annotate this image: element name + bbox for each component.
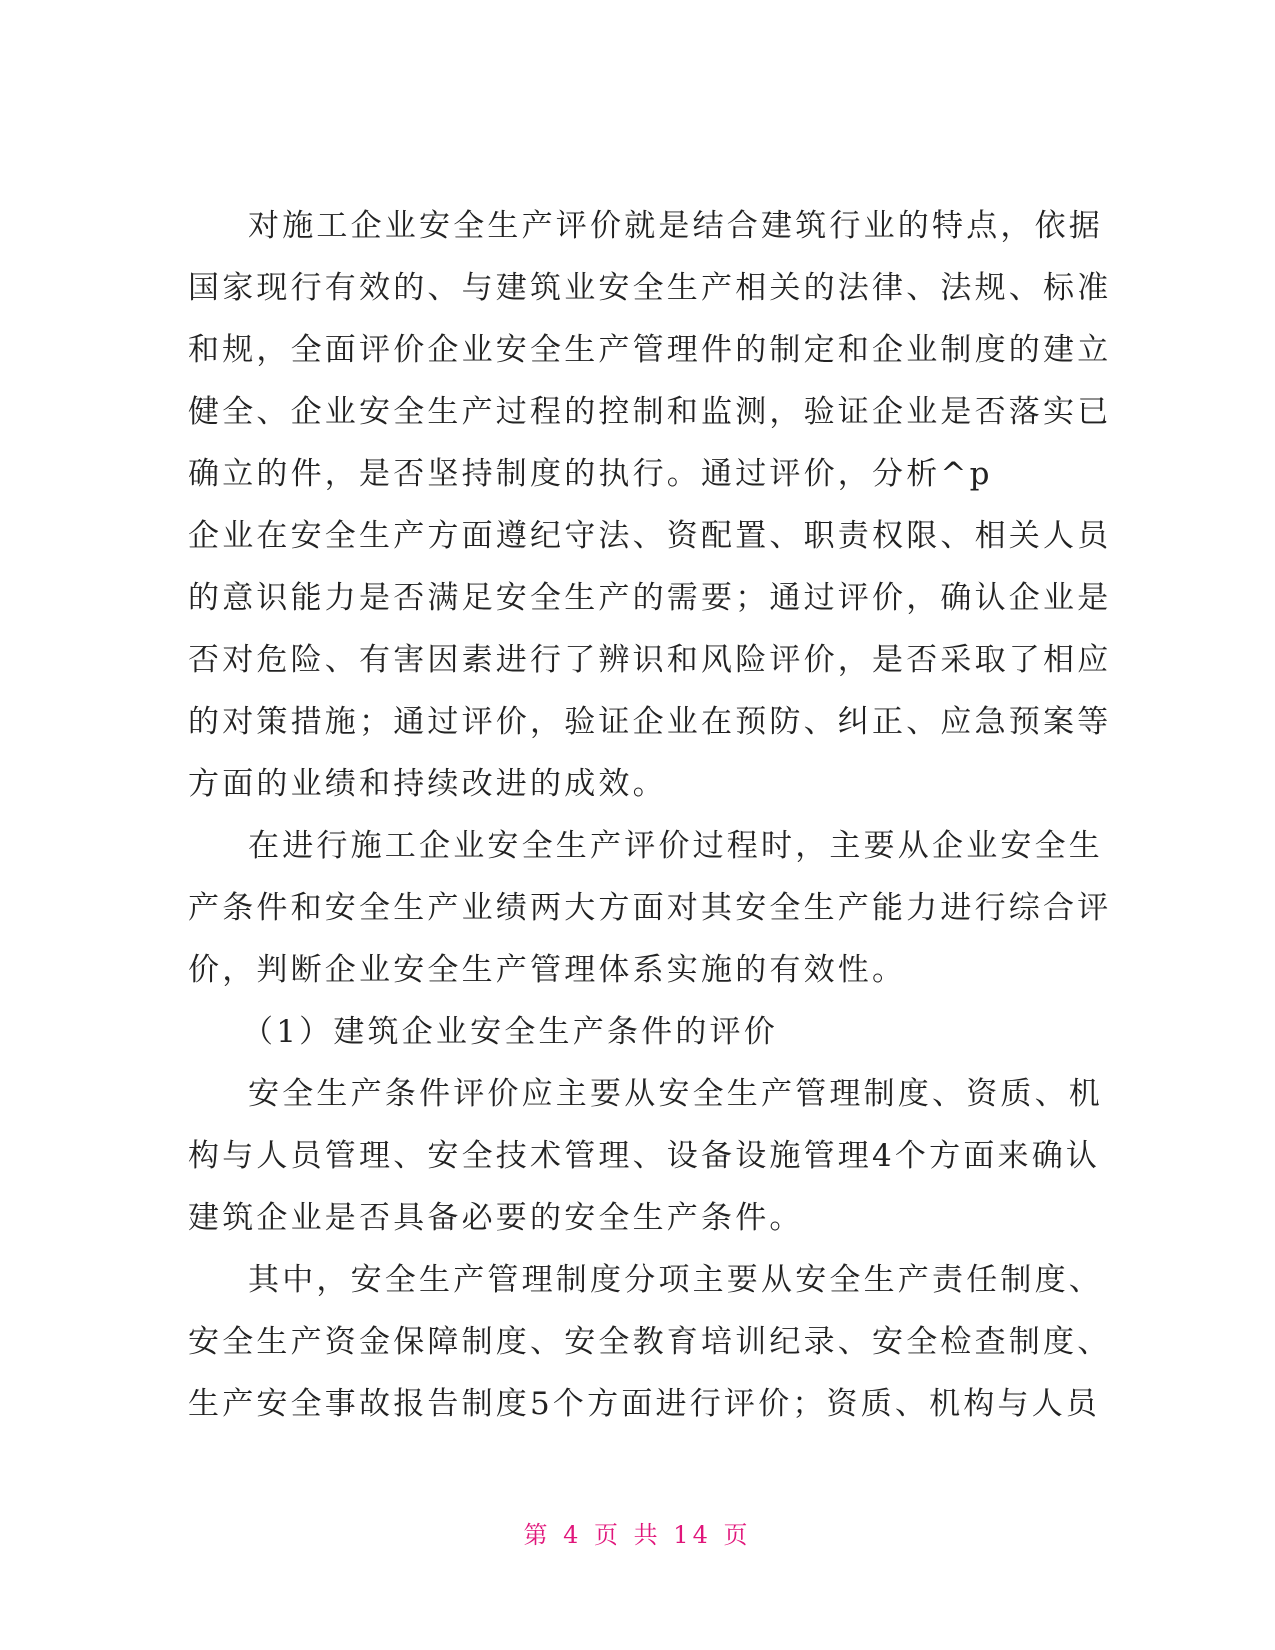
- text-line: 的意识能力是否满足安全生产的需要；通过评价，确认企业是: [188, 580, 1112, 616]
- text-line: 否对危险、有害因素进行了辨识和风险评价，是否采取了相应: [188, 642, 1112, 678]
- text-line: 其中，安全生产管理制度分项主要从安全生产责任制度、: [248, 1262, 1103, 1298]
- text-line: 价，判断企业安全生产管理体系实施的有效性。: [188, 952, 907, 988]
- text-line: 的对策措施；通过评价，验证企业在预防、纠正、应急预案等: [188, 704, 1112, 740]
- text-line: 健全、企业安全生产过程的控制和监测，验证企业是否落实已: [188, 394, 1112, 430]
- text-line: 生产安全事故报告制度5个方面进行评价；资质、机构与人员: [188, 1386, 1101, 1422]
- text-line: 产条件和安全生产业绩两大方面对其安全生产能力进行综合评: [188, 890, 1112, 926]
- text-line: 在进行施工企业安全生产评价过程时，主要从企业安全生: [248, 828, 1103, 864]
- text-line: 确立的件，是否坚持制度的执行。通过评价，分析^p: [188, 456, 993, 492]
- text-line: 国家现行有效的、与建筑业安全生产相关的法律、法规、标准: [188, 270, 1112, 306]
- page-number-footer: 第 4 页 共 14 页: [523, 1521, 752, 1549]
- text-line: 对施工企业安全生产评价就是结合建筑行业的特点，依据: [248, 208, 1103, 244]
- section-heading: （1）建筑企业安全生产条件的评价: [242, 1014, 778, 1050]
- text-line: 建筑企业是否具备必要的安全生产条件。: [188, 1200, 804, 1236]
- text-line: 企业在安全生产方面遵纪守法、资配置、职责权限、相关人员: [188, 518, 1112, 554]
- text-line: 和规，全面评价企业安全生产管理件的制定和企业制度的建立: [188, 332, 1112, 368]
- text-line: 安全生产资金保障制度、安全教育培训纪录、安全检查制度、: [188, 1324, 1112, 1360]
- text-line: 方面的业绩和持续改进的成效。: [188, 766, 667, 802]
- text-line: 安全生产条件评价应主要从安全生产管理制度、资质、机: [248, 1076, 1103, 1112]
- text-line: 构与人员管理、安全技术管理、设备设施管理4个方面来确认: [188, 1138, 1101, 1174]
